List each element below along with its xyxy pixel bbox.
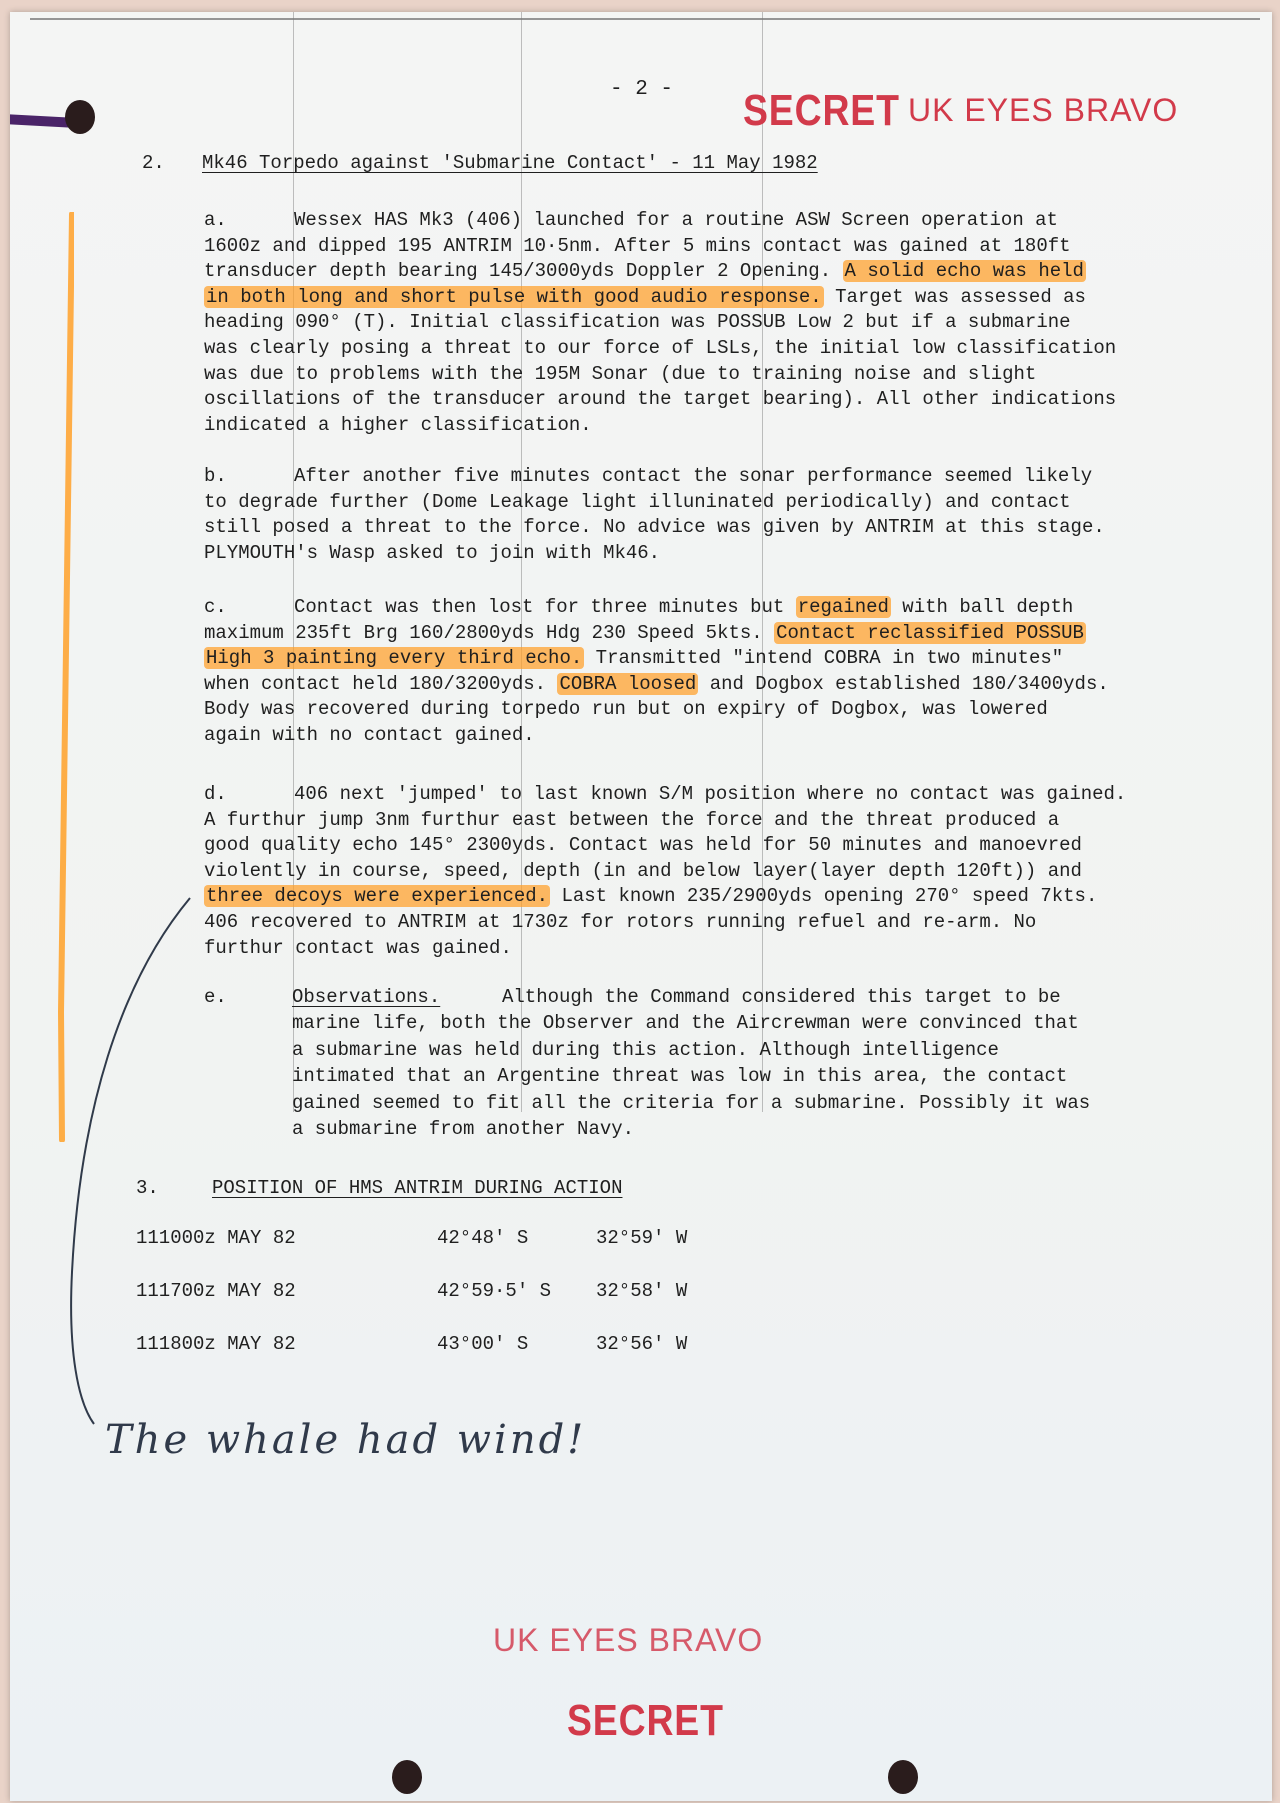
position-time: 111800z MAY 82 bbox=[136, 1333, 296, 1355]
secret-stamp-bottom: SECRET bbox=[567, 1696, 724, 1745]
punch-hole bbox=[65, 100, 95, 134]
text-line bbox=[204, 782, 1264, 808]
text-line bbox=[204, 672, 1264, 698]
highlighted-text: regained bbox=[797, 596, 889, 618]
text-line bbox=[204, 808, 1264, 834]
text-segment: good quality echo 145° 2300yds. Contact was held for 50 minutes and manoevred bbox=[204, 834, 1082, 857]
text-segment: After another five minutes contact the sonar performance seemed likely bbox=[294, 465, 1093, 487]
position-longitude: 32°58' W bbox=[596, 1280, 688, 1302]
paragraph-c bbox=[204, 595, 1264, 749]
paragraph-label: b. bbox=[204, 465, 227, 487]
text-segment: Target was assessed as bbox=[823, 285, 1086, 308]
text-line bbox=[204, 490, 1264, 516]
text-line bbox=[204, 541, 1264, 567]
text-line bbox=[204, 723, 1264, 749]
position-longitude: 32°56' W bbox=[596, 1333, 688, 1355]
text-segment: was clearly posing a threat to our force of LSLs, the initial low classification bbox=[204, 336, 1117, 359]
text-segment: still posed a threat to the force. No advice was given by ANTRIM at this stage. bbox=[204, 516, 1105, 539]
text-segment: to degrade further (Dome Leakage light illuninated periodically) and contact bbox=[204, 490, 1071, 513]
uk-eyes-bravo-stamp-bottom: UK EYES BRAVO bbox=[493, 1622, 764, 1658]
text-line bbox=[204, 310, 1264, 336]
text-line: Although the Command considered this target to be bbox=[502, 986, 1061, 1008]
text-line bbox=[204, 833, 1264, 859]
highlighted-text: Contact reclassified POSSUB bbox=[776, 621, 1084, 644]
text-line: a submarine was held during this action. Although intelligence bbox=[292, 1038, 999, 1061]
text-segment: 406 next 'jumped' to last known S/M position where no contact was gained. bbox=[294, 783, 1127, 805]
text-segment: A furthur jump 3nm furthur east between the force and the threat produced a bbox=[204, 808, 1060, 831]
text-line bbox=[204, 234, 1264, 260]
text-segment: heading 090° (T). Initial classification was POSSUB Low 2 but if a submarine bbox=[204, 311, 1071, 334]
text-segment: again with no contact gained. bbox=[204, 723, 535, 746]
text-line bbox=[204, 387, 1264, 413]
position-time: 111000z MAY 82 bbox=[136, 1227, 296, 1249]
text-segment: Last known 235/2900yds opening 270° speed 7kts. bbox=[550, 885, 1098, 908]
text-segment: Contact was then lost for three minutes but bbox=[294, 596, 796, 618]
observations-paragraph bbox=[204, 984, 1264, 1144]
section-2-title: Mk46 Torpedo against 'Submarine Contact' - 11 May 1982 bbox=[202, 152, 818, 174]
text-segment: 1600z and dipped 195 ANTRIM 10·5nm. After 5 mins contact was gained at 180ft bbox=[204, 234, 1071, 257]
position-time: 111700z MAY 82 bbox=[136, 1280, 296, 1302]
text-segment: violently in course, speed, depth (in and below layer(layer depth 120ft)) and bbox=[204, 859, 1082, 882]
text-segment: with ball depth bbox=[890, 596, 1074, 618]
text-line: a submarine from another Navy. bbox=[292, 1118, 635, 1140]
highlighted-text: A solid echo was held bbox=[844, 260, 1084, 283]
paragraph-label: e. bbox=[204, 986, 227, 1008]
paragraph-label: c. bbox=[204, 596, 227, 618]
handwritten-note: The whale had wind! bbox=[105, 1417, 587, 1463]
highlighted-text: COBRA loosed bbox=[559, 672, 697, 695]
document-page bbox=[10, 12, 1272, 1801]
text-line: marine life, both the Observer and the Aircrewman were convinced that bbox=[292, 1012, 1079, 1035]
text-segment: and Dogbox established 180/3400yds. bbox=[698, 672, 1109, 695]
text-line bbox=[204, 285, 1264, 311]
highlighted-text: three decoys were experienced. bbox=[206, 885, 549, 908]
text-line bbox=[204, 362, 1264, 388]
text-line bbox=[204, 646, 1264, 672]
text-segment: maximum 235ft Brg 160/2800yds Hdg 230 Speed 5kts. bbox=[204, 621, 775, 644]
punch-hole bbox=[392, 1760, 422, 1794]
text-segment: transducer depth bearing 145/3000yds Doppler 2 Opening. bbox=[204, 260, 843, 283]
text-segment: Body was recovered during torpedo run but on expiry of Dogbox, was lowered bbox=[204, 698, 1048, 721]
top-edge-line bbox=[30, 18, 1260, 20]
text-segment: Transmitted "intend COBRA in two minutes" bbox=[584, 647, 1064, 670]
text-line: intimated that an Argentine threat was low in this area, the contact bbox=[292, 1065, 1068, 1088]
text-segment: when contact held 180/3200yds. bbox=[204, 672, 558, 695]
text-line bbox=[204, 936, 1264, 962]
uk-eyes-bravo-stamp-top: UK EYES BRAVO bbox=[908, 92, 1179, 128]
page-number: - 2 - bbox=[610, 78, 674, 101]
text-line bbox=[204, 464, 1264, 490]
text-segment: furthur contact was gained. bbox=[204, 936, 512, 959]
section-2-number: 2. bbox=[142, 152, 165, 174]
text-line bbox=[204, 595, 1264, 621]
punch-hole bbox=[888, 1760, 918, 1794]
paragraph-label: d. bbox=[204, 783, 227, 805]
position-latitude: 42°59·5' S bbox=[437, 1280, 552, 1302]
paragraph-a bbox=[204, 208, 1264, 438]
text-line bbox=[204, 259, 1264, 285]
highlighted-text: in both long and short pulse with good audio response. bbox=[206, 285, 822, 308]
position-latitude: 42°48' S bbox=[437, 1227, 529, 1249]
text-line bbox=[204, 910, 1264, 936]
section-3-number: 3. bbox=[136, 1177, 159, 1199]
text-segment: indicated a higher classification. bbox=[204, 413, 592, 436]
position-latitude: 43°00' S bbox=[437, 1333, 529, 1355]
section-3-title: POSITION OF HMS ANTRIM DURING ACTION bbox=[212, 1177, 623, 1199]
pencil-margin-line bbox=[60, 892, 210, 1432]
text-segment: oscillations of the transducer around the target bearing). All other indications bbox=[204, 388, 1117, 411]
secret-stamp-top: SECRET bbox=[743, 86, 900, 135]
text-line bbox=[204, 413, 1264, 439]
text-line bbox=[204, 515, 1264, 541]
paragraph-b bbox=[204, 464, 1264, 566]
text-line bbox=[204, 336, 1264, 362]
paragraph-label: a. bbox=[204, 209, 227, 231]
text-line bbox=[204, 884, 1264, 910]
observations-heading: Observations. bbox=[292, 986, 441, 1008]
text-line bbox=[204, 859, 1264, 885]
position-longitude: 32°59' W bbox=[596, 1227, 688, 1249]
text-segment: 406 recovered to ANTRIM at 1730z for rotors running refuel and re-arm. No bbox=[204, 910, 1037, 933]
text-line: gained seemed to fit all the criteria for a submarine. Possibly it was bbox=[292, 1091, 1091, 1114]
highlighted-text: High 3 painting every third echo. bbox=[206, 647, 583, 670]
paragraph-d bbox=[204, 782, 1264, 961]
text-line bbox=[204, 697, 1264, 723]
text-segment: was due to problems with the 195M Sonar (due to training noise and slight bbox=[204, 362, 1037, 385]
text-segment: PLYMOUTH's Wasp asked to join with Mk46. bbox=[204, 541, 661, 564]
text-line bbox=[204, 621, 1264, 647]
text-segment: Wessex HAS Mk3 (406) launched for a routine ASW Screen operation at bbox=[294, 209, 1058, 231]
text-line bbox=[204, 208, 1264, 234]
